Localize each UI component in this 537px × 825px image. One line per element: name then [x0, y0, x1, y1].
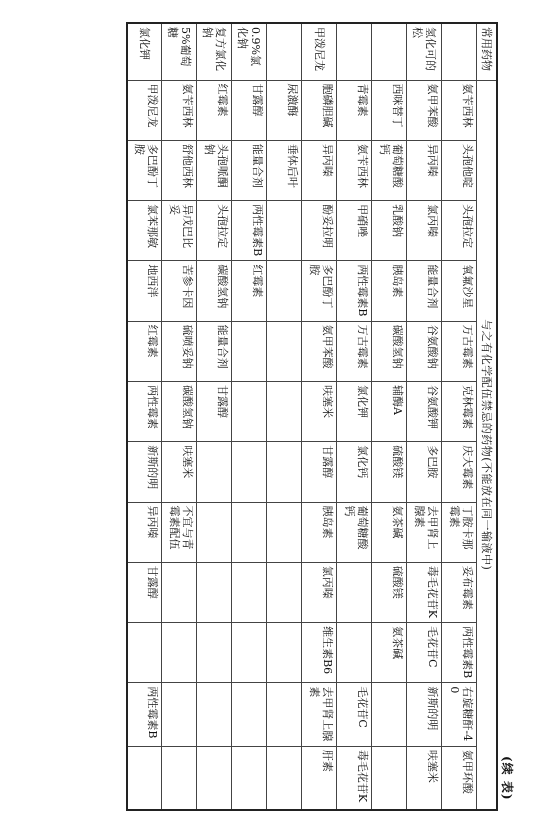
- table-cell: 氯丙嗪: [302, 562, 337, 622]
- table-cell: [372, 746, 407, 810]
- table-cell: 右旋糖酐-40: [442, 683, 477, 747]
- table-cell: 万古霉素: [337, 321, 372, 381]
- table-cell: 庆大霉素: [442, 442, 477, 502]
- table-cell: 能量合剂: [197, 321, 232, 381]
- row-drug-label: 5%葡萄糖: [162, 23, 197, 80]
- table-cell: 两性霉素B: [442, 623, 477, 683]
- table-cell: 甘露醇: [197, 381, 232, 441]
- table-cell: [232, 442, 267, 502]
- table-cell: 头孢拉定: [442, 201, 477, 261]
- table-cell: 硫酸镁: [372, 442, 407, 502]
- table-cell: 氨苄西林: [442, 80, 477, 140]
- incompatibility-table: [126, 22, 498, 811]
- table-cell: [232, 562, 267, 622]
- table-cell: [197, 502, 232, 562]
- table-cell: 地西泮: [127, 261, 162, 321]
- table-cell: 异丙嗪: [127, 502, 162, 562]
- table-row: [407, 23, 442, 810]
- table-cell: 红霉素: [232, 261, 267, 321]
- row-drug-label: [267, 23, 302, 80]
- table-row: [372, 23, 407, 810]
- table-cell: 甘露醇: [127, 562, 162, 622]
- table-cell: 毛花苷C: [337, 683, 372, 747]
- table-cell: 氨甲环酸: [442, 746, 477, 810]
- table-cell: 头孢他啶: [442, 140, 477, 200]
- table-cell: 红霉素: [127, 321, 162, 381]
- table-cell: 丁胺卡那霉素: [442, 502, 477, 562]
- table-row: [197, 23, 232, 810]
- table-cell: 西咪替丁: [372, 80, 407, 140]
- table-cell: 碳酸氢钠: [372, 321, 407, 381]
- table-cell: 新斯的明: [127, 442, 162, 502]
- table-cell: 两性霉素B: [127, 683, 162, 747]
- table-cell: [197, 623, 232, 683]
- header-common-drugs: 常用药物: [477, 23, 497, 80]
- table-cell: 万古霉素: [442, 321, 477, 381]
- table-cell: 胞磷胆碱: [302, 80, 337, 140]
- table-cell: 硫喷妥钠: [162, 321, 197, 381]
- table-cell: 胰岛素: [372, 261, 407, 321]
- table-cell: 谷氨酸钾: [407, 381, 442, 441]
- table-row: [302, 23, 337, 810]
- table-cell: 氯化钾: [337, 381, 372, 441]
- table-cell: 维生素B6: [302, 623, 337, 683]
- table-cell: [232, 623, 267, 683]
- continued-label: (续 表): [500, 756, 514, 801]
- table-cell: 多巴胺: [407, 442, 442, 502]
- table-cell: 异丙嗪: [302, 140, 337, 200]
- row-drug-label: 氯化钾: [127, 23, 162, 80]
- row-drug-label: 复方氯化钠: [197, 23, 232, 80]
- table-cell: 能量合剂: [407, 261, 442, 321]
- table-cell: 甘露醇: [302, 442, 337, 502]
- table-cell: [162, 562, 197, 622]
- table-cell: 氯化钙: [337, 442, 372, 502]
- table-cell: 毛花苷C: [407, 623, 442, 683]
- table-cell: [267, 623, 302, 683]
- table-cell: 多巴酚丁胺: [302, 261, 337, 321]
- table-cell: 舒他西林: [162, 140, 197, 200]
- table-cell: [267, 562, 302, 622]
- table-cell: [372, 683, 407, 747]
- table-cell: 呋塞米: [162, 442, 197, 502]
- table-cell: 碳酸氢钠: [197, 261, 232, 321]
- table-cell: [267, 261, 302, 321]
- table-cell: 去甲肾上腺素: [407, 502, 442, 562]
- table-cell: [267, 502, 302, 562]
- table-cell: 去甲肾上腺素: [302, 683, 337, 747]
- table-cell: 甲泼尼龙: [127, 80, 162, 140]
- table-cell: 妥布霉素: [442, 562, 477, 622]
- table-cell: 胰岛素: [302, 502, 337, 562]
- table-cell: [232, 381, 267, 441]
- table-cell: 辅酶A: [372, 381, 407, 441]
- table-cell: 酚妥拉明: [302, 201, 337, 261]
- table-cell: 能量合剂: [232, 140, 267, 200]
- table-cell: 葡萄糖酸钙: [372, 140, 407, 200]
- table-cell: 氯苯那敏: [127, 201, 162, 261]
- table-cell: [162, 683, 197, 747]
- table-cell: [337, 623, 372, 683]
- table-cell: 毒毛花苷K: [337, 746, 372, 810]
- table-row: [232, 23, 267, 810]
- table-row: [267, 23, 302, 810]
- table-cell: 呋塞米: [407, 746, 442, 810]
- table-cell: 垂体后叶: [267, 140, 302, 200]
- table-cell: [267, 321, 302, 381]
- table-cell: 呋塞米: [302, 381, 337, 441]
- table-cell: [197, 746, 232, 810]
- table-cell: 红霉素: [197, 80, 232, 140]
- rotated-table-block: [43, 22, 516, 811]
- table-cell: 肝素: [302, 746, 337, 810]
- table-cell: [267, 683, 302, 747]
- table-cell: [127, 746, 162, 810]
- table-row: [127, 23, 162, 810]
- table-cell: [232, 502, 267, 562]
- row-drug-label: 0.9%氯化钠: [232, 23, 267, 80]
- table-cell: 异戊巴比妥: [162, 201, 197, 261]
- table-cell: 葡萄糖酸钙: [337, 502, 372, 562]
- row-drug-label: [372, 23, 407, 80]
- table-cell: 毒毛花苷K: [407, 562, 442, 622]
- table-cell: 苦参卡因: [162, 261, 197, 321]
- table-cell: 氧氟沙星: [442, 261, 477, 321]
- table-cell: 氨甲苯酸: [407, 80, 442, 140]
- row-drug-label: 甲泼尼龙: [302, 23, 337, 80]
- row-drug-label: [337, 23, 372, 80]
- table-cell: 不宜与青霉素配伍: [162, 502, 197, 562]
- table-cell: 谷氨酸钠: [407, 321, 442, 381]
- table-cell: [267, 381, 302, 441]
- table-cell: [232, 683, 267, 747]
- table-cell: 异丙嗪: [407, 140, 442, 200]
- table-cell: 氨苄西林: [162, 80, 197, 140]
- table-cell: 氯丙嗪: [407, 201, 442, 261]
- table-cell: 新斯的明: [407, 683, 442, 747]
- table-cell: [197, 442, 232, 502]
- table-cell: 甲硝唑: [337, 201, 372, 261]
- table-cell: 两性霉素: [127, 381, 162, 441]
- table-row: [162, 23, 197, 810]
- table-cell: [267, 201, 302, 261]
- table-cell: 氨甲苯酸: [302, 321, 337, 381]
- table-cell: 头孢哌酮钠: [197, 140, 232, 200]
- table-cell: 青霉素: [337, 80, 372, 140]
- table-cell: [232, 746, 267, 810]
- table-cell: 氨茶碱: [372, 502, 407, 562]
- table-cell: [337, 562, 372, 622]
- table-cell: 尿激酶: [267, 80, 302, 140]
- table-cell: 氨苄西林: [337, 140, 372, 200]
- table-cell: 多巴酚丁胺: [127, 140, 162, 200]
- table-row: [337, 23, 372, 810]
- table-cell: 乳酸钠: [372, 201, 407, 261]
- row-drug-label: [442, 23, 477, 80]
- table-cell: [162, 746, 197, 810]
- table-cell: [267, 442, 302, 502]
- table-cell: [232, 321, 267, 381]
- table-cell: [197, 562, 232, 622]
- table-cell: [162, 623, 197, 683]
- table-cell: 克林霉素: [442, 381, 477, 441]
- table-cell: 氨茶碱: [372, 623, 407, 683]
- table-cell: 两性霉素B: [337, 261, 372, 321]
- table-cell: [267, 746, 302, 810]
- table-cell: 头孢拉定: [197, 201, 232, 261]
- table-cell: 硫酸镁: [372, 562, 407, 622]
- table-cell: [127, 623, 162, 683]
- table-cell: [197, 683, 232, 747]
- table-cell: 甘露醇: [232, 80, 267, 140]
- row-drug-label: 氢化可的松: [407, 23, 442, 80]
- table-row: [442, 23, 477, 810]
- table-cell: 两性霉素B: [232, 201, 267, 261]
- table-cell: 碳酸氢钠: [162, 381, 197, 441]
- header-incompatible-drugs: 与之有化学配伍禁忌的药物(不能放在同一输液中): [477, 80, 497, 810]
